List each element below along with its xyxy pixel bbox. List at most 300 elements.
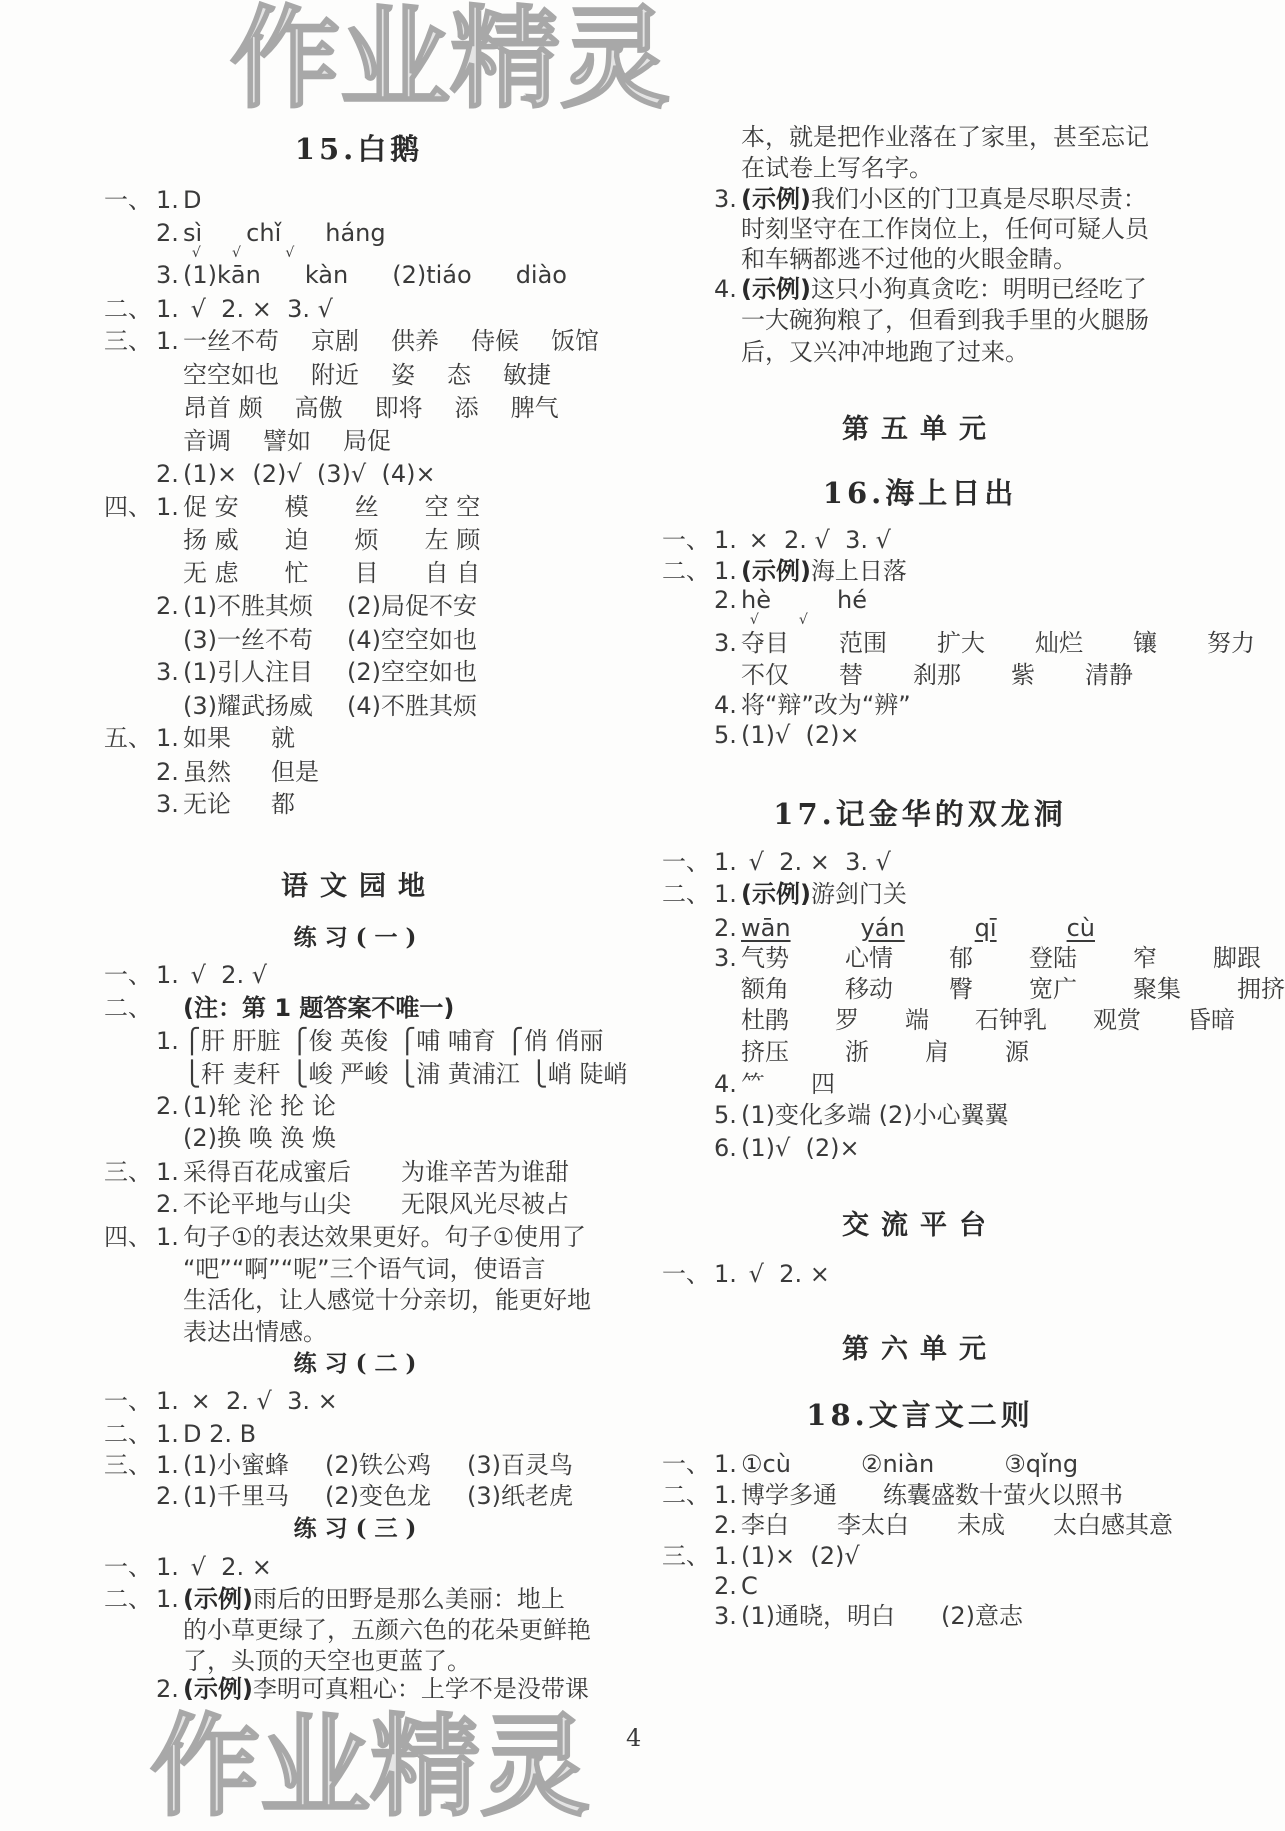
answer-text: 生活化，让人感觉十分亲切，能更好地 [183,1286,591,1314]
answer-item: ⎧肝 肝脏 [183,1027,281,1055]
answer-item: ⎩浦 黄浦江 [398,1060,520,1088]
answer-item: (2)tiáo [392,261,472,289]
question-label: 四、 [104,493,152,521]
answer-item: (2)空空如也 [347,658,477,686]
item-number: 1. [156,724,179,752]
answer-line [104,261,567,289]
question-label: 一、 [104,1387,152,1415]
answer-item: 脾气 [510,394,559,422]
answer-line [104,1286,591,1314]
answer-item: 博学多通 [741,1481,837,1509]
item-number: 1. [714,1542,737,1570]
answer-item: 努力 [1207,629,1255,657]
answer-text: “吧”“啊”“呢”三个语气词，使语言 [183,1255,546,1283]
answer-line [662,586,867,614]
answer-line [104,994,454,1022]
answer-item: 都 [271,790,295,818]
answer-item: 空空如也 [183,361,279,389]
example-tag: (示例) [741,557,811,585]
item-number: 1. [156,295,179,323]
answer-line [104,559,480,587]
answer-item: 聚集 [1133,975,1181,1003]
answer-item: ⎩峻 严峻 [290,1060,389,1088]
answer-item: sì [183,219,203,247]
answer-line [104,724,295,752]
answer-line [662,1450,1078,1478]
answer-item: 虽然 [183,758,231,786]
question-label: 三、 [104,1158,152,1186]
answer-line [104,186,201,214]
example-tag: (示例) [183,1675,253,1703]
answer-text: (1)√ (2)× [741,1134,860,1162]
answer-line [104,427,391,455]
item-number: 1. [156,961,179,989]
item-number: 1. [156,186,179,214]
item-number: 1. [714,557,737,585]
item-number: 1. [156,1223,179,1251]
answer-item: (3)耀武扬威 [183,692,313,720]
answer-item: 练囊盛数十萤火以照书 [883,1481,1123,1509]
answer-line [662,1602,1023,1630]
answer-item: (3)纸老虎 [467,1482,573,1510]
answer-text: 将“辩”改为“辨” [741,691,911,719]
answer-item: 采得百花成蜜后 [183,1158,351,1186]
answer-line [662,1511,1173,1539]
answer-text: 游剑门关 [810,880,907,908]
answer-line [662,1038,1029,1066]
answer-item: 饭馆 [551,327,599,355]
item-number: 1. [156,1387,179,1415]
example-tag: (示例) [741,185,811,213]
answer-item: 附近 [311,361,359,389]
answer-line [104,1124,336,1152]
answer-line [104,1158,569,1186]
answer-item: 一丝不苟 [183,327,279,355]
question-label: 一、 [104,1553,152,1581]
answer-item: 郁 [949,944,973,972]
answer-line [104,1616,591,1644]
answer-line [662,275,1147,303]
answer-item: 移动 [845,975,893,1003]
answer-text: 雨后的田野是那么美丽：地上 [252,1585,565,1613]
answer-item: wān [741,914,791,942]
answer-item: 为谁辛苦为谁甜 [401,1158,569,1186]
answer-item: (2)铁公鸡 [325,1451,431,1479]
section-heading: 17.记金华的双龙洞 [773,797,1067,831]
answer-item: 昏暗 [1187,1006,1235,1034]
answer-line [104,1585,565,1613]
answer-item: diào [515,261,567,289]
answer-line [104,219,386,247]
check-marks: √ √ √ [183,245,295,261]
answer-item: 登陆 [1029,944,1077,972]
answer-text: 在试卷上写名字。 [741,154,933,182]
answer-text: 时刻坚守在工作岗位上，任何可疑人员 [741,215,1149,243]
answer-item: 态 [447,361,471,389]
answer-line [104,295,333,323]
question-label: 二、 [104,994,152,1022]
item-number: 1. [156,327,179,355]
item-number: 2. [156,592,179,620]
answer-item: (3)一丝不苟 [183,626,313,654]
answer-item: 太白感其意 [1053,1511,1173,1539]
item-number: 1. [156,493,179,521]
answer-item: ⎩峭 陡峭 [529,1060,628,1088]
item-number: 4. [714,691,737,719]
question-label: 二、 [662,557,710,585]
section-heading: 交流平台 [842,1210,998,1241]
answer-text: (2)换 唤 涣 焕 [183,1124,336,1152]
example-tag: (注：第 1 题答案不唯一) [183,994,455,1022]
answer-item: qī [974,914,997,942]
answer-item: 紫 [1011,661,1035,689]
question-label: 一、 [104,961,152,989]
answer-item: (1)不胜其烦 [183,592,313,620]
answer-item: 罗 [835,1006,859,1034]
answer-item: 但是 [271,758,319,786]
answer-text: 我们小区的门卫真是尽职尽责： [810,185,1147,213]
answer-item: 李白 [741,1511,789,1539]
answer-item: 挤压 [741,1038,789,1066]
answer-item: 扩大 [937,629,985,657]
question-label: 一、 [662,1260,710,1288]
answer-item: (3)百灵鸟 [467,1451,573,1479]
answer-text: × 2. √ 3. √ [741,526,891,554]
answer-item: háng [325,219,386,247]
item-number: 2. [156,1190,179,1218]
question-label: 一、 [662,1450,710,1478]
answer-item: ①cù [741,1450,791,1478]
answer-text: 和车辆都逃不过他的火眼金睛。 [741,245,1077,273]
answer-item: 供养 [391,327,439,355]
answer-item: ⎧俏 俏丽 [505,1027,604,1055]
answer-item: 源 [1005,1038,1029,1066]
answer-line [104,1190,569,1218]
answer-line [104,1553,272,1581]
answer-text: √ 2. × [183,1553,272,1581]
answer-line [662,1070,835,1098]
item-number: 3. [156,261,179,289]
answer-item: 丝 [354,493,379,521]
answer-line [662,1101,1009,1129]
answer-item: 敏捷 [503,361,551,389]
answer-item: (2)局促不安 [347,592,477,620]
answer-text: 的小草更绿了，五颜六色的花朵更鲜艳 [183,1616,591,1644]
answer-item: yán [860,914,905,942]
answer-line [662,1572,758,1600]
answer-text: 了，头顶的天空也更蓝了。 [183,1647,471,1675]
answer-item: 促 安 [183,493,239,521]
answer-item: ⎩秆 麦秆 [183,1060,281,1088]
answer-text: D 2. B [183,1420,257,1448]
answer-item: 目 [354,559,379,587]
answer-text: 本，就是把作业落在了家里，甚至忘记 [741,123,1149,151]
answer-item: 肩 [925,1038,949,1066]
answer-item: 刹那 [913,661,961,689]
answer-item: 模 [284,493,309,521]
answer-item: 侍候 [471,327,519,355]
answer-line [662,721,860,749]
watermark: 作业精灵 [230,0,670,123]
answer-text: (1)变化多端 (2)小心翼翼 [741,1101,1009,1129]
answer-item: ③qǐng [1004,1450,1079,1478]
section-heading: 15.白鹅 [294,132,424,166]
answer-item: 夺目 [741,629,789,657]
answer-item: (1)千里马 [183,1482,289,1510]
section-heading: 第六单元 [842,1334,998,1365]
answer-line [104,526,480,554]
answer-item: hè [741,586,771,614]
answer-text: 这只小狗真贪吃：明明已经吃了 [810,275,1147,303]
answer-line [662,123,1149,151]
answer-line [662,1006,1235,1034]
item-number: 3. [714,1602,737,1630]
page-number: 4 [626,1724,642,1752]
item-number: 1. [714,848,737,876]
question-label: 三、 [104,327,152,355]
answer-text: (1)轮 沦 抡 论 [183,1092,336,1120]
item-number: 1. [714,1450,737,1478]
section-heading: 18.文言文二则 [806,1398,1034,1432]
question-label: 二、 [104,295,152,323]
answer-line [104,1647,471,1675]
item-number: 5. [714,1101,737,1129]
question-label: 三、 [662,1542,710,1570]
answer-line [104,460,436,488]
answer-item: 石钟乳 [975,1006,1047,1034]
item-number: 1. [156,1585,179,1613]
answer-line [662,1481,1123,1509]
answer-item: ②niàn [860,1450,935,1478]
answer-item: 四 [811,1070,835,1098]
answer-item: (4)不胜其烦 [347,692,477,720]
answer-item: 就 [271,724,295,752]
example-tag: (示例) [741,880,811,908]
answer-line [662,154,933,182]
answer-line [104,327,599,355]
item-number: 1. [714,1481,737,1509]
answer-item: 清静 [1085,661,1133,689]
item-number: 3. [714,944,737,972]
answer-item: 窄 [1133,944,1157,972]
answer-line [104,1420,256,1448]
item-number: 2. [156,1092,179,1120]
answer-text: D [183,186,202,214]
item-number: 4. [714,1070,737,1098]
answer-line [662,691,911,719]
answer-item: 空 空 [424,493,481,521]
answer-item: (1)小蜜蜂 [183,1451,289,1479]
answer-text: √ 2. × 3. √ [183,295,333,323]
item-number: 3. [156,790,179,818]
question-label: 一、 [104,186,152,214]
answer-text: 句子①的表达效果更好。句子①使用了 [183,1223,587,1251]
answer-text: × 2. √ 3. × [183,1387,338,1415]
answer-item: (2)变色龙 [325,1482,431,1510]
item-number: 2. [156,1482,179,1510]
answer-text: √ 2. × [741,1260,830,1288]
answer-line [104,658,477,686]
answer-text: 后，又兴冲冲地跑了过来。 [741,338,1029,366]
answer-item: 如果 [183,724,231,752]
answer-item: 局促 [343,427,391,455]
answer-text: C [741,1572,758,1600]
answer-item: 脚跟 [1213,944,1261,972]
answer-item: 不仅 [741,661,789,689]
answer-line [104,1482,573,1510]
item-number: 2. [714,586,737,614]
item-number: 2. [156,758,179,786]
answer-item: (2)意志 [941,1602,1023,1630]
question-label: 一、 [662,848,710,876]
answer-item: (1)引人注目 [183,658,313,686]
question-label: 二、 [662,880,710,908]
question-label: 三、 [104,1451,152,1479]
answer-line [104,1675,589,1703]
answer-line [104,394,559,422]
answer-item: 李太白 [837,1511,909,1539]
answer-line [662,914,1095,942]
answer-item: kàn [304,261,349,289]
answer-line [104,1223,586,1251]
item-number: 3. [156,658,179,686]
answer-item: ⎧哺 哺育 [398,1027,496,1055]
answer-item: 添 [454,394,479,422]
question-label: 二、 [104,1420,152,1448]
answer-item: 烦 [354,526,379,554]
answer-line [104,1318,327,1346]
item-number: 1. [714,1260,737,1288]
answer-item: 宽广 [1029,975,1077,1003]
item-number: 1. [156,1451,179,1479]
answer-item: chǐ [246,219,282,247]
answer-line [662,1260,830,1288]
item-number: 1. [156,1027,179,1055]
answer-item: 无论 [183,790,231,818]
answer-item: 灿烂 [1035,629,1083,657]
answer-line [104,1092,336,1120]
watermark: 作业精灵 [150,1703,590,1831]
answer-item: 臀 [949,975,973,1003]
answer-item: 姿 [391,361,415,389]
answer-item: 譬如 [263,427,311,455]
section-heading: 第五单元 [842,414,998,445]
answer-text: 表达出情感。 [183,1318,327,1346]
answer-item: 京剧 [311,327,359,355]
answer-line [104,361,551,389]
item-number: 1. [156,1553,179,1581]
item-number: 1. [156,1158,179,1186]
example-tag: (示例) [183,1585,253,1613]
answer-line [104,1387,338,1415]
answer-item: 气势 [741,944,789,972]
answer-item: 昂首 颇 [183,394,263,422]
answer-item: 杜鹃 [741,1006,789,1034]
example-tag: (示例) [741,275,811,303]
answer-item: cù [1066,914,1095,942]
answer-item: 无限风光尽被占 [401,1190,569,1218]
answer-line [662,975,1285,1003]
answer-line [662,661,1133,689]
item-number: 2. [714,1572,737,1600]
section-heading: 语文园地 [281,871,437,902]
answer-item: hé [836,586,867,614]
answer-line [662,215,1149,243]
answer-line [662,185,1147,213]
answer-item: 忙 [284,559,309,587]
answer-line [662,629,1255,657]
answer-item: 无 虑 [183,559,239,587]
item-number: 1. [714,526,737,554]
answer-line [662,1134,860,1162]
section-heading: 16.海上日出 [822,476,1018,510]
answer-item: 不论平地与山尖 [183,1190,351,1218]
answer-item: 音调 [183,427,231,455]
answer-item: 拥挤 [1237,975,1285,1003]
answer-line [662,880,907,908]
answer-item: ⎧俊 英俊 [290,1027,389,1055]
answer-line [662,1542,860,1570]
item-number: 1. [156,1420,179,1448]
answer-item: 未成 [957,1511,1005,1539]
item-number: 2. [714,1511,737,1539]
answer-text: √ 2. √ [183,961,267,989]
answer-line [104,1255,546,1283]
section-heading: 练习(二) [293,1350,425,1377]
answer-item: ⺮ [741,1070,765,1098]
answer-item: 浙 [845,1038,869,1066]
answer-item: 左 顾 [424,526,481,554]
item-number: 3. [714,185,737,213]
section-heading: 练习(三) [293,1515,425,1542]
answer-line [104,592,477,620]
question-label: 五、 [104,724,152,752]
answer-text: (1)√ (2)× [741,721,860,749]
answer-line [104,758,319,786]
answer-item: 端 [905,1006,929,1034]
answer-text: √ 2. × 3. √ [741,848,891,876]
answer-line [104,1027,604,1055]
answer-line [104,1060,628,1088]
check-marks: √ √ [741,612,808,628]
answer-item: 替 [839,661,863,689]
answer-item: 即将 [374,394,423,422]
answer-item: 额角 [741,975,789,1003]
answer-line [662,557,907,585]
answer-item: 扬 威 [183,526,239,554]
question-label: 四、 [104,1223,152,1251]
answer-item: 心情 [845,944,893,972]
answer-line [662,526,891,554]
answer-text: 李明可真粗心：上学不是没带课 [252,1675,589,1703]
item-number: 5. [714,721,737,749]
item-number: 2. [156,460,179,488]
answer-text: 海上日落 [810,557,907,585]
answer-line [104,790,295,818]
answer-line [662,245,1077,273]
answer-item: 迫 [284,526,309,554]
item-number: 2. [156,219,179,247]
answer-line [662,306,1149,334]
answer-line [662,338,1029,366]
question-label: 一、 [662,526,710,554]
item-number: 1. [714,880,737,908]
answer-item: 范围 [839,629,887,657]
question-label: 二、 [104,1585,152,1613]
item-number: 3. [714,629,737,657]
answer-text: 一大碗狗粮了，但看到我手里的火腿肠 [741,306,1149,334]
answer-line [104,692,477,720]
